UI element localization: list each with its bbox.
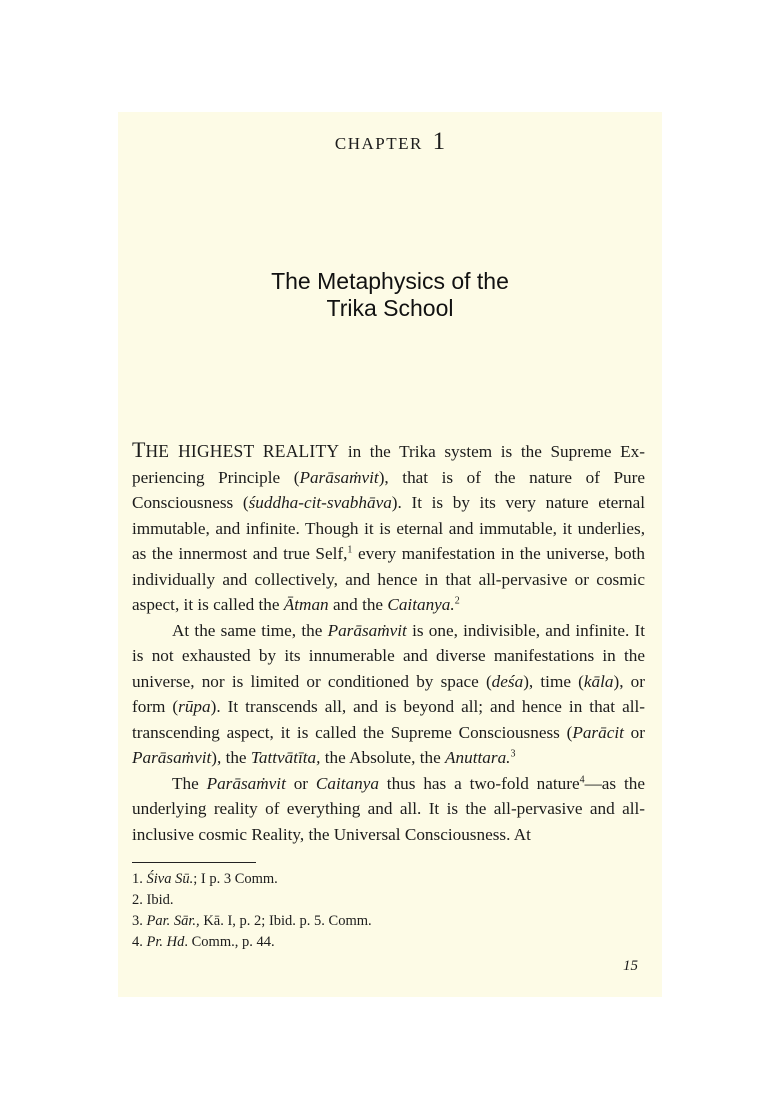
chapter-heading xyxy=(118,128,662,156)
paragraph-2 xyxy=(132,618,645,771)
chapter-title-line-1: The Metaphysics of the xyxy=(271,268,509,294)
text-run: is one, indivisible, and infinite. It is not exhausted by its innumerable and diverse manifestations in the universe, nor is limited or conditioned by space ( xyxy=(132,620,645,691)
text-run: ), that is of the nature of Pure Consciousness ( xyxy=(132,467,646,512)
footnote-text xyxy=(147,871,278,887)
text-run: or xyxy=(623,722,645,742)
footnote-divider xyxy=(132,862,256,863)
italic-term: deśa xyxy=(491,671,524,691)
italic-term: rūpa xyxy=(178,697,211,716)
footnote-text xyxy=(147,892,174,908)
text-run: ), or form ( xyxy=(132,671,645,716)
page-number: 15 xyxy=(623,958,638,974)
paragraph-1 xyxy=(132,437,645,618)
chapter-title-line-2: Trika School xyxy=(326,295,454,321)
lead-small-caps: HE HIGHEST REALITY xyxy=(145,441,340,461)
lead-capital: T xyxy=(132,437,146,462)
text-run: in the Trika system is the Supreme Experiencing Principle ( xyxy=(132,442,645,487)
text-run: thus has a two-fold nature xyxy=(378,773,580,793)
text-run: ), the xyxy=(211,748,251,767)
paragraph-2-text xyxy=(132,621,645,768)
italic-term: śuddha-cit-svabhāva xyxy=(248,493,392,512)
italic-term: Tattvātīta, xyxy=(250,748,321,767)
body-text xyxy=(132,437,645,847)
paragraph-3-text xyxy=(132,774,645,844)
text-run: —as the underlying reality of everything and all. It is the all-pervasive and all-inclusive cosmic Reality, the Universal Consciousness. At xyxy=(132,773,645,844)
footnote-number: 3. xyxy=(132,913,143,929)
footnotes xyxy=(132,869,632,953)
text-run: The xyxy=(172,773,207,793)
italic-term: Parāsaṁvit xyxy=(299,467,379,487)
italic-term: Caitanya. xyxy=(387,595,455,614)
text-run: ; I p. 3 Comm. xyxy=(193,871,278,887)
footnote-text xyxy=(147,934,275,950)
paragraph-3 xyxy=(132,771,645,848)
chapter-number: 1 xyxy=(432,128,446,155)
footnote xyxy=(132,869,632,890)
italic-term: Śiva Sū. xyxy=(146,871,194,887)
footnote-text xyxy=(147,913,372,929)
text-run: . Comm., p. 44. xyxy=(184,934,275,950)
paragraph-1-text xyxy=(132,442,645,614)
book-page xyxy=(118,112,662,997)
text-run: Kā. I, p. 2; Ibid. p. 5. Comm. xyxy=(199,913,372,929)
footnote-ref: 1 xyxy=(347,544,353,556)
text-run: ). It is by its very nature eternal immutable, and infinite. Though it is eternal and immutable, it underlies, as the innermost and true Self, xyxy=(132,493,645,563)
footnote-ref: 4 xyxy=(579,773,585,785)
text-run: Ibid. xyxy=(146,892,174,908)
italic-term: Parācit xyxy=(572,722,624,742)
footnote-ref: 2 xyxy=(454,595,460,607)
italic-term: kāla xyxy=(583,671,614,691)
chapter-label: CHAPTER xyxy=(334,134,423,153)
footnote-number: 4. xyxy=(132,934,143,950)
italic-term: Parāsaṁvit xyxy=(327,620,407,640)
text-run: every manifestation in the universe, both individually and collectively, and hence in that all-pervasive or cosmic aspect, it is called the xyxy=(132,544,645,614)
footnote-number: 2. xyxy=(132,892,143,908)
text-run: and the xyxy=(328,595,388,614)
footnote-number: 1. xyxy=(132,871,143,887)
text-run: the Absolute, the xyxy=(320,748,446,767)
chapter-title xyxy=(118,268,662,322)
italic-term: Ātman xyxy=(283,595,329,614)
text-run: ), time ( xyxy=(523,671,584,691)
text-run: or xyxy=(285,773,316,793)
footnote xyxy=(132,911,632,932)
italic-term: Anuttara. xyxy=(445,748,511,767)
italic-term: Parāsaṁvit xyxy=(132,748,212,767)
text-run: ). It transcends all, and is beyond all; and hence in that all-transcending aspect, it is called the Supreme Consciousness ( xyxy=(132,697,645,742)
italic-term: Par. Sār., xyxy=(146,913,200,929)
text-run: At the same time, the xyxy=(172,620,328,640)
footnote xyxy=(132,932,632,953)
italic-term: Caitanya xyxy=(315,773,379,793)
footnote-ref: 3 xyxy=(510,748,516,760)
italic-term: Pr. Hd xyxy=(146,934,185,950)
italic-term: Parāsaṁvit xyxy=(206,773,286,793)
footnote xyxy=(132,890,632,911)
